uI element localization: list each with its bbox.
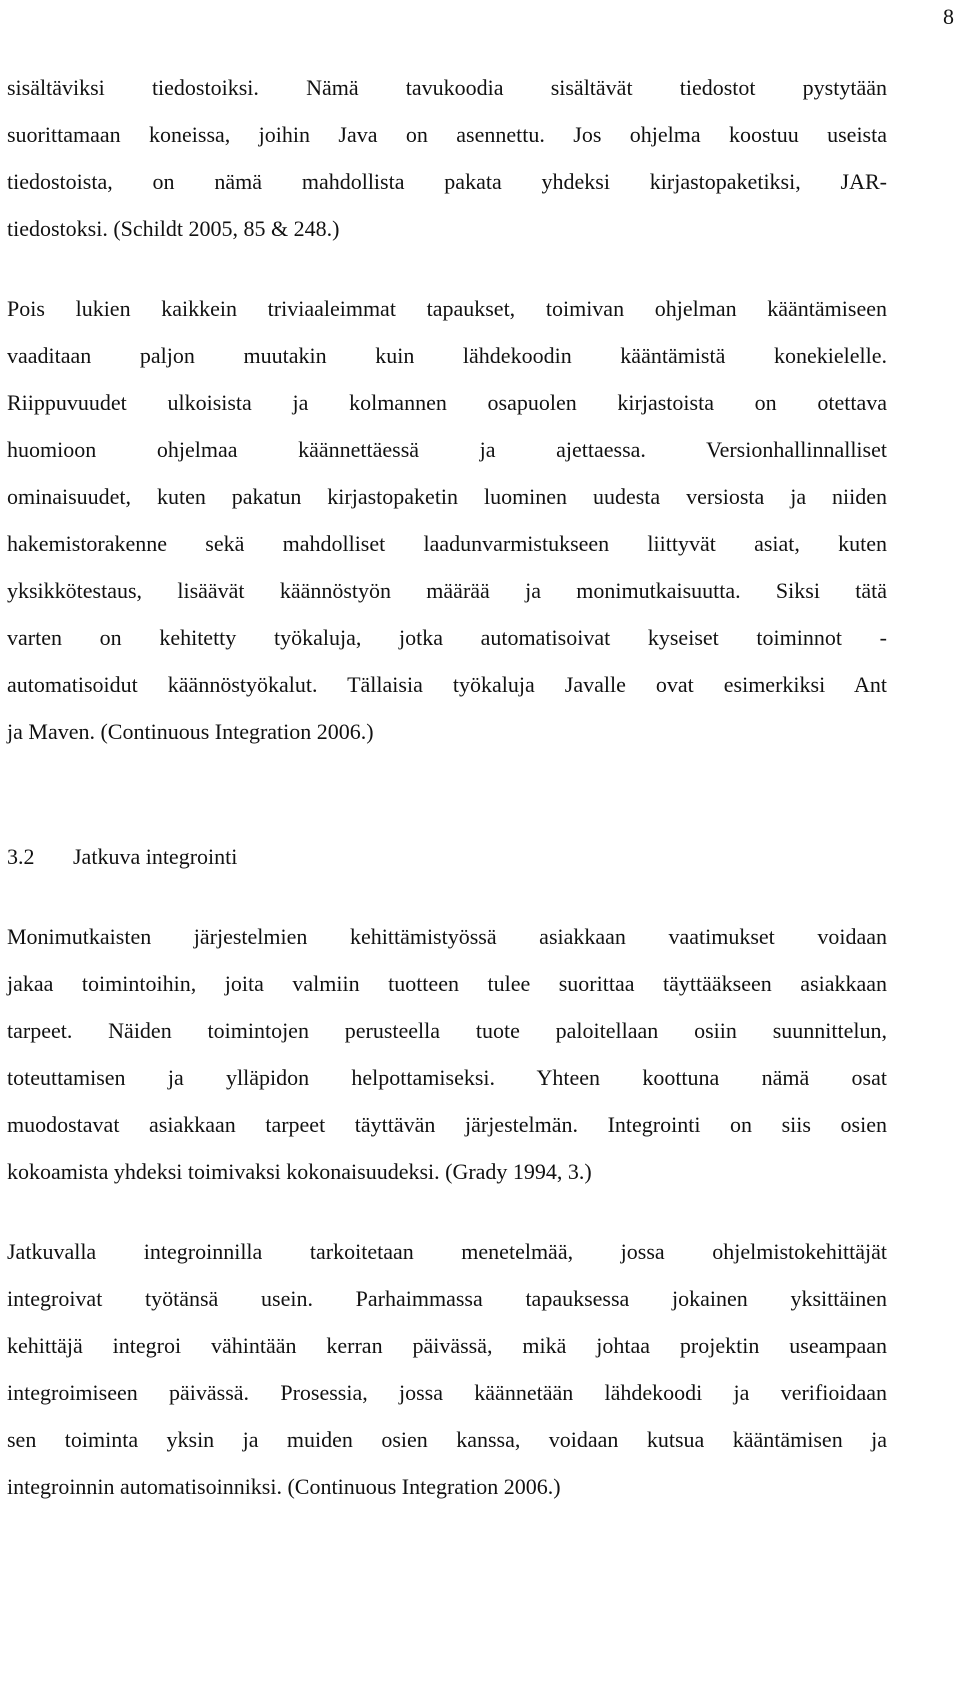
section-heading xyxy=(7,842,237,872)
paragraph-4-line-3: kehittäjä integroi vähintään kerran päivässä, mikä johtaa projektin useampaan xyxy=(7,1333,887,1358)
paragraph-2-line-9: automatisoidut käännöstyökalut. Tällaisia työkaluja Javalle ovat esimerkiksi Ant xyxy=(7,672,887,697)
paragraph-3-line-1: Monimutkaisten järjestelmien kehittämistyössä asiakkaan vaatimukset voidaan xyxy=(7,924,887,949)
paragraph-3-line-5: muodostavat asiakkaan tarpeet täyttävän järjestelmän. Integrointi on siis osien xyxy=(7,1112,887,1137)
paragraph-2-line-5: ominaisuudet, kuten pakatun kirjastopaketin luominen uudesta versiosta ja niiden xyxy=(7,484,887,509)
paragraph-2-line-1: Pois lukien kaikkein triviaaleimmat tapaukset, toimivan ohjelman kääntämiseen xyxy=(7,296,887,321)
paragraph-2-line-2: vaaditaan paljon muutakin kuin lähdekoodin kääntämistä konekielelle. xyxy=(7,343,887,368)
paragraph-1-line-1: sisältäviksi tiedostoiksi. Nämä tavukoodia sisältävät tiedostot pystytään xyxy=(7,75,887,100)
paragraph-4-line-5: sen toiminta yksin ja muiden osien kanssa, voidaan kutsua kääntämisen ja xyxy=(7,1427,887,1452)
paragraph-1-line-4: tiedostoksi. (Schildt 2005, 85 & 248.) xyxy=(7,216,340,241)
paragraph-1-line-3: tiedostoista, on nämä mahdollista pakata yhdeksi kirjastopaketiksi, JAR- xyxy=(7,169,887,194)
paragraph-2-line-8: varten on kehitetty työkaluja, jotka automatisoivat kyseiset toiminnot - xyxy=(7,625,887,650)
paragraph-4-line-2: integroivat työtänsä usein. Parhaimmassa tapauksessa jokainen yksittäinen xyxy=(7,1286,887,1311)
paragraph-2-line-6: hakemistorakenne sekä mahdolliset laadunvarmistukseen liittyvät asiat, kuten xyxy=(7,531,887,556)
page-number: 8 xyxy=(943,4,954,29)
paragraph-1-line-2: suorittamaan koneissa, joihin Java on asennettu. Jos ohjelma koostuu useista xyxy=(7,122,887,147)
paragraph-2-line-7: yksikkötestaus, lisäävät käännöstyön määrää ja monimutkaisuutta. Siksi tätä xyxy=(7,578,887,603)
paragraph-2-line-4: huomioon ohjelmaa käännettäessä ja ajettaessa. Versionhallinnalliset xyxy=(7,437,887,462)
paragraph-2-line-3: Riippuvuudet ulkoisista ja kolmannen osapuolen kirjastoista on otettava xyxy=(7,390,887,415)
paragraph-3-line-6: kokoamista yhdeksi toimivaksi kokonaisuudeksi. (Grady 1994, 3.) xyxy=(7,1159,592,1184)
section-number: 3.2 xyxy=(7,844,35,869)
paragraph-3-line-3: tarpeet. Näiden toimintojen perusteella tuote paloitellaan osiin suunnittelun, xyxy=(7,1018,887,1043)
paragraph-2-line-10: ja Maven. (Continuous Integration 2006.) xyxy=(7,719,374,744)
paragraph-3-line-4: toteuttamisen ja ylläpidon helpottamiseksi. Yhteen koottuna nämä osat xyxy=(7,1065,887,1090)
paragraph-4-line-1: Jatkuvalla integroinnilla tarkoitetaan menetelmää, jossa ohjelmistokehittäjät xyxy=(7,1239,887,1264)
section-title: Jatkuva integrointi xyxy=(73,844,238,869)
paragraph-4-line-4: integroimiseen päivässä. Prosessia, jossa käännetään lähdekoodi ja verifioidaan xyxy=(7,1380,887,1405)
paragraph-3-line-2: jakaa toimintoihin, joita valmiin tuotteen tulee suorittaa täyttääkseen asiakkaan xyxy=(7,971,887,996)
paragraph-4-line-6: integroinnin automatisoinniksi. (Continuous Integration 2006.) xyxy=(7,1474,561,1499)
